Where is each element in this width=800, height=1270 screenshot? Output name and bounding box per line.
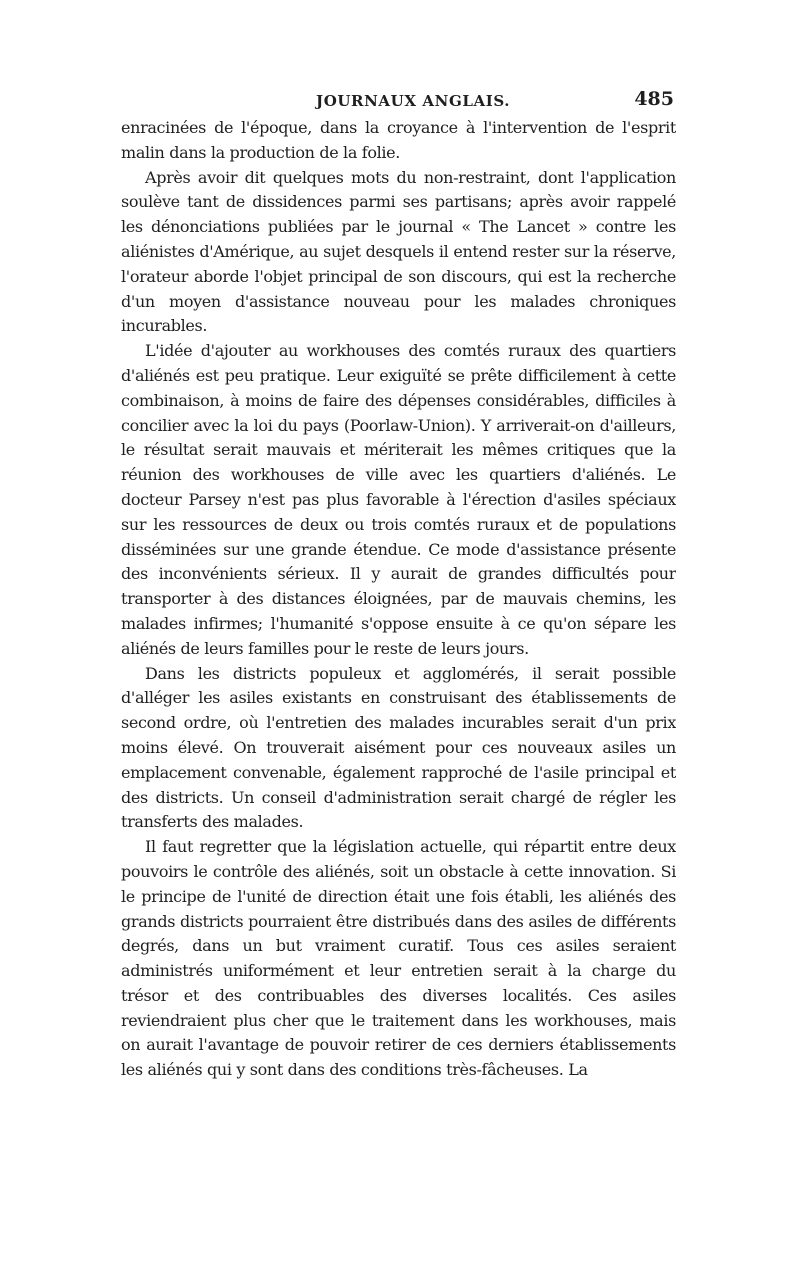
paragraph: L'idée d'ajouter au workhouses des comtés ruraux des quartiers d'aliénés est peu pratique. Leur exiguïté se prête difficilement à cette combinaison, à moins de faire des dépenses considérables, difficiles à concilier avec la loi du pays (Poorlaw-Union). Y arriverait-on d'ailleurs, le résultat serait mauvais et mériterait les mêmes critiques que la réunion des workhouses de ville avec les quartiers d'aliénés. Le docteur Parsey n'est pas plus favorable à l'érection d'asiles spéciaux sur les ressources de deux ou trois comtés ruraux et de populations disséminées sur une grande étendue. Ce mode d'assistance présente des inconvénients sérieux. Il y aurait de grandes difficultés pour transporter à des distances éloignées, par de mauvais chemins, les malades infirmes; l'humanité s'oppose ensuite à ce qu'on sépare les aliénés de leurs familles pour le reste de leurs jours. (121, 341, 676, 658)
paragraph: Dans les districts populeux et agglomérés, il serait possible d'alléger les asiles existants en construisant des établissements de second ordre, où l'entretien des malades incurables serait d'un prix moins élevé. On trouverait aisément pour ces nouveaux asiles un emplacement convenable, également rapproché de l'asile principal et des districts. Un conseil d'administration serait chargé de régler les transferts des malades. (121, 663, 676, 832)
page-number: 485 (634, 88, 674, 110)
page-header (121, 86, 676, 116)
paragraph: Après avoir dit quelques mots du non-restraint, dont l'application soulève tant de dissidences parmi ses partisans; après avoir rappelé les dénonciations publiées par le journal « The Lancet » contre les aliénistes d'Amérique, au sujet desquels il entend rester sur la réserve, l'orateur aborde l'objet principal de son discours, qui est la recherche d'un moyen d'assistance nouveau pour les malades chroniques incurables. (121, 167, 676, 336)
body-text (121, 116, 676, 1083)
running-title: JOURNAUX ANGLAIS. (316, 92, 511, 110)
book-page (121, 86, 676, 1146)
paragraph: Il faut regretter que la législation actuelle, qui répartit entre deux pouvoirs le contrôle des aliénés, soit un obstacle à cette innovation. Si le principe de l'unité de direction était une fois établi, les aliénés des grands districts pourraient être distribués dans des asiles de différents degrés, dans un but vraiment curatif. Tous ces asiles seraient administrés uniformément et leur entretien serait à la charge du trésor et des contribuables des diverses localités. Ces asiles reviendraient plus cher que le traitement dans les workhouses, mais on aurait l'avantage de pouvoir retirer de ces derniers établissements les aliénés qui y sont dans des conditions très-fâcheuses. La (121, 837, 676, 1080)
paragraph: enracinées de l'époque, dans la croyance à l'intervention de l'esprit malin dans la production de la folie. (121, 118, 676, 162)
